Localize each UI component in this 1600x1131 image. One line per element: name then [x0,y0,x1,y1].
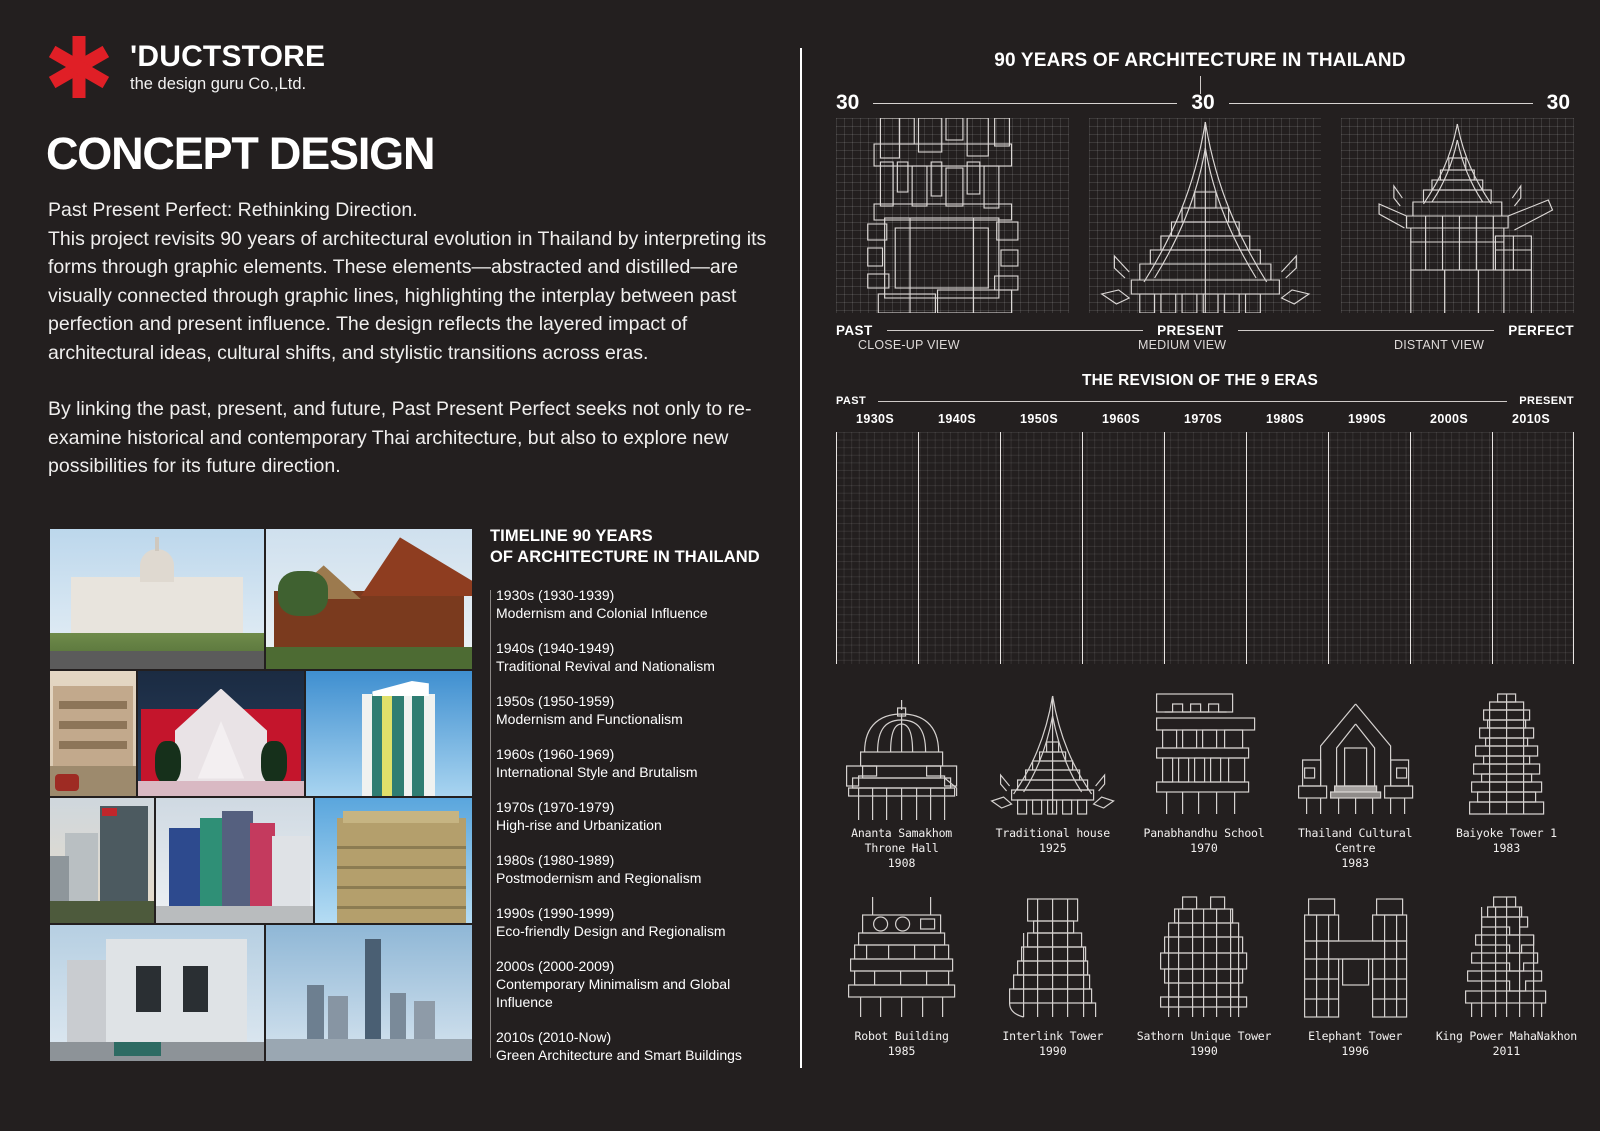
decade-divider [918,432,1000,664]
photo-postmodern-mall [156,798,313,923]
decade-divider [1328,432,1410,664]
building-row-2 [830,893,1578,1059]
decade-header: 1940S [938,412,977,426]
timeline-era: 1940s (1940-1949) [496,640,615,656]
list-item [496,745,790,781]
building-robot-building [830,893,973,1059]
building-thailand-cultural-centre [1284,690,1427,871]
timeline-desc: High-rise and Urbanization [496,817,662,833]
list-item [496,904,790,940]
timeline-desc: Contemporary Minimalism and Global Influence [496,976,731,1010]
view-labels [836,320,1574,340]
building-year: 1990 [1190,1044,1218,1058]
building-year: 2011 [1492,1044,1521,1058]
photo-sathorn-unique [315,798,472,923]
eras-grid [836,432,1574,664]
timeline-era: 2000s (2000-2009) [496,958,615,974]
brand-tagline: the design guru Co.,Ltd. [130,74,307,93]
building-name: Elephant Tower [1308,1029,1403,1043]
view-sub-closeup: CLOSE-UP VIEW [858,338,960,352]
timeline-era: 1990s (1990-1999) [496,905,615,921]
building-interlink-tower [981,893,1124,1059]
grid-end-line [1573,432,1575,664]
span-connector [1229,103,1533,104]
robot-building-icon [830,893,973,1023]
building-year: 1985 [887,1044,916,1058]
building-year: 1990 [1038,1044,1067,1058]
decade-header: 1950S [1020,412,1059,426]
decade-header: 1960S [1102,412,1141,426]
photo-office-towers [50,798,154,923]
section-title-eras: THE REVISION OF THE 9 ERAS [1081,372,1318,389]
building-name: Interlink Tower [1002,1029,1104,1043]
span-value: 30 [836,91,860,114]
section-title-90-years: 90 YEARS OF ARCHITECTURE IN THAILAND [994,50,1406,71]
view-label-perfect: PERFECT [1508,322,1575,338]
paragraph-2: By linking the past, present, and future, Past Present Perfect seeks not only to re-examine historical and contemporary Thai architecture, but also to explore new possibilities for its future direction. [48,398,752,477]
list-item [496,1028,790,1064]
modern-school-block-icon [1132,690,1275,820]
building-king-power-mahanakhon [1435,893,1578,1059]
asterisk-icon [48,36,110,98]
timeline-desc: Eco-friendly Design and Regionalism [496,923,726,939]
timeline-title-line-2: OF ARCHITECTURE IN THAILAND [490,548,760,566]
timeline-era: 1960s (1960-1969) [496,746,615,762]
list-item [496,639,790,675]
decade-divider [836,432,918,664]
diagram-present-medium [1089,118,1322,313]
eras-axis-start: PAST [836,395,867,407]
diagram-perfect-distant [1341,118,1574,313]
building-year: 1983 [1492,841,1521,855]
timeline-desc: Traditional Revival and Nationalism [496,658,715,674]
building-name: Robot Building [854,1029,949,1043]
view-connector [887,330,1144,331]
list-item [496,957,790,1011]
photo-ananta-samakhom [50,529,264,669]
photo-elephant-tower [50,925,264,1061]
list-item [496,692,790,728]
photo-thailand-cultural-centre [138,671,304,796]
view-sublabels [836,338,1574,356]
timeline-panel [490,526,790,1064]
view-label-present: PRESENT [1157,322,1224,338]
building-panabhandhu-school [1132,690,1275,871]
decade-divider [1082,432,1164,664]
decade-header: 1970S [1184,412,1223,426]
eras-decade-headers [836,412,1574,432]
timeline-desc: Modernism and Colonial Influence [496,605,708,621]
timeline-desc: Postmodernism and Regionalism [496,870,702,886]
tower-icon [1435,690,1578,820]
decade-divider [1000,432,1082,664]
timeline-era: 2010s (2010-Now) [496,1029,612,1045]
view-sub-distant: DISTANT VIEW [1394,338,1485,352]
list-item [496,798,790,834]
timeline-rule [490,590,491,1058]
thai-gable-house-icon [981,690,1124,820]
decade-divider [1164,432,1246,664]
decade-dividers [836,432,1574,664]
photo-brutalist-block [50,671,136,796]
view-connector [1238,330,1495,331]
thai-house-distant-icon [1341,118,1574,313]
building-ananta-samakhom [830,690,973,871]
sathorn-unique-icon [1132,893,1275,1023]
decade-header: 1980S [1266,412,1305,426]
building-name: King Power MahaNakhon [1435,1029,1578,1043]
photo-baiyoke-tower [306,671,472,796]
timeline-desc: International Style and Brutalism [496,764,698,780]
photo-traditional-thai-house [266,529,472,669]
building-name: Traditional house [995,826,1110,840]
list-item [496,586,790,622]
eras-axis-line [878,401,1507,402]
span-value: 30 [1546,91,1571,114]
view-diagrams [836,118,1574,313]
building-year: 1983 [1341,856,1370,870]
brand-name: 'DUCTSTORE [130,39,326,73]
right-panel [800,0,1600,1131]
timeline-title-line-1: TIMELINE 90 YEARS [490,527,653,545]
timeline-desc: Green Architecture and Smart Buildings [496,1047,742,1063]
building-name: Sathorn Unique Tower [1136,1029,1272,1043]
span-connector [873,103,1177,104]
paragraph-1: This project revisits 90 years of architectural evolution in Thailand by interpreting its forms through graphic elements. These elements—abstracted and distilled—are visually connected through graphic lines, highlighting the interplay between past perfection and present influence. The design reflects the layered impact of architectural ideas, cultural shifts, and stylistic transitions across eras. [48,227,767,364]
timeline-era: 1930s (1930-1939) [496,587,615,603]
view-label-past: PAST [836,322,873,338]
building-baiyoke-tower-1 [1435,690,1578,871]
building-name: Thailand Cultural Centre [1298,826,1413,855]
decade-header: 2010S [1512,412,1551,426]
photo-collage [50,529,472,1061]
building-row-1 [830,690,1578,871]
decade-header: 2000S [1430,412,1469,426]
decade-header: 1990S [1348,412,1387,426]
intro-copy [48,196,778,481]
decade-divider [1492,432,1574,664]
interlink-tower-icon [981,893,1124,1023]
building-name: Panabhandhu School [1143,826,1265,840]
timeline-era: 1980s (1980-1989) [496,852,615,868]
eras-axis [836,394,1574,408]
elephant-tower-icon [1284,893,1427,1023]
lede-text: Past Present Perfect: Rethinking Direction. [48,199,418,221]
dome-building-icon [830,690,973,820]
timeline-era: 1970s (1970-1979) [496,799,615,815]
building-traditional-house [981,690,1124,871]
span-value: 30 [1191,91,1215,114]
list-item [496,851,790,887]
building-elephant-tower [1284,893,1427,1059]
brand-logo[interactable] [48,36,325,98]
mahanakhon-icon [1435,893,1578,1023]
span-markers [836,90,1570,116]
closeup-line-art-icon [836,118,1069,313]
decade-header: 1930S [856,412,895,426]
thai-gable-medium-icon [1089,118,1322,313]
building-sathorn-unique-tower [1132,893,1275,1059]
building-name: Baiyoke Tower 1 [1455,826,1557,840]
building-year: 1970 [1190,841,1218,855]
diagram-past-closeup [836,118,1069,313]
decade-divider [1410,432,1492,664]
page-title: CONCEPT DESIGN [46,128,435,179]
building-icon-rows [830,690,1578,1081]
building-year: 1908 [887,856,916,870]
photo-mahanakhon-skyline [266,925,472,1061]
timeline-era: 1950s (1950-1959) [496,693,615,709]
cultural-centre-icon [1284,690,1427,820]
building-year: 1996 [1341,1044,1370,1058]
timeline-list [490,586,790,1064]
decade-divider [1246,432,1328,664]
eras-axis-end: PRESENT [1519,395,1574,407]
view-sub-medium: MEDIUM VIEW [1138,338,1227,352]
timeline-desc: Modernism and Functionalism [496,711,683,727]
building-year: 1925 [1038,841,1067,855]
building-name: Ananta Samakhom Throne Hall [851,826,953,855]
